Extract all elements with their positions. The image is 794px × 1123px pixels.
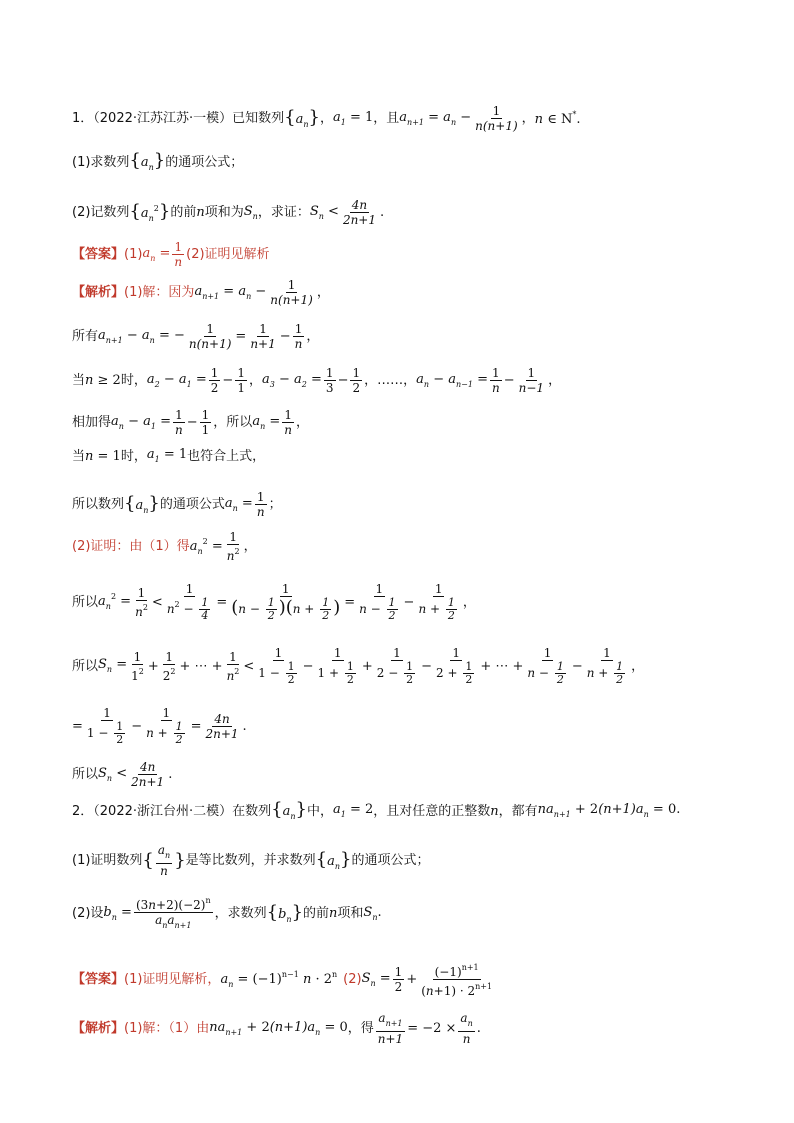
answer-tag-2: 【答案】: [72, 972, 125, 987]
analysis-line-11: 所以 $S_n$ < $\frac{4n}{2n+1}$ .: [72, 760, 173, 789]
analysis-line-8: 所以 $a_n^2$ = $\frac{1}{n^2}$ < 1 $n^2$ − $\frac{1}{4}$ = 1 (n − $\frac{1}{2}$ )(n + $\frac{1}{2}$ ) = 1 n − $\frac{1}{2}$ − 1 n + $\frac{1}{2}$ ，: [72, 582, 476, 622]
problem-1-statement: 1．（2022·江苏江苏·一模）已知数列 $\{a_n\}$ ， $a_1 = 1$ ，且 $a_{n+1} = a_n$ − $\frac{1}{n(n+1)}$ ， n ∈ N*.: [72, 104, 581, 133]
analysis-tag: 【解析】: [72, 285, 125, 300]
problem-1-answer: 【答案】 (1) $a_n$ = $\frac{1}{n}$ (2)证明见解析: [72, 240, 270, 269]
problem-2-answer: 【答案】 (1)证明见解析， $a_n = (-1)^{n-1}$ $n \cdot 2^n$ (2) $S_n$ = $\frac{1}{2}$ + $\frac{(-1)^{n+1}}{(n+1) \cdot 2^{n+1}}$: [72, 963, 493, 998]
problem-1-part2: (2)记数列 $\{a_n^2\}$ 的前 n 项和为 $S_n$ ，求证： $S_n$ < $\frac{4n}{2n+1}$ .: [72, 198, 385, 227]
frac-1-over-n-n1: $\frac{1}{n(n+1)}$: [475, 104, 518, 133]
problem-1-analysis-start: 【解析】 (1)解：因为 $a_{n+1} = a_n$ − $\frac{1}{n(n+1)}$ ，: [72, 278, 330, 307]
answer-tag: 【答案】: [72, 247, 125, 262]
math-a1-eq-1: $a_1 = 1$: [332, 109, 374, 127]
problem-2-part1: (1)证明数列 { $\frac{a_n}{n}$ } 是等比数列，并求数列 $\{a_n\}$ 的通项公式；: [72, 843, 430, 878]
analysis-line-4: 相加得 $a_n - a_1$ = $\frac{1}{n}$ − $\frac{1}{1}$ ，所以 $a_n$ = $\frac{1}{n}$ ，: [72, 408, 310, 437]
analysis-line-2: 所有 $a_{n+1} - a_n$ = − $\frac{1}{n(n+1)}$ = $\frac{1}{n+1}$ − $\frac{1}{n}$ ，: [72, 322, 320, 351]
analysis-line-10: = 1 1 − $\frac{1}{2}$ − 1 n + $\frac{1}{2}$ = $\frac{4n}{2n+1}$ .: [72, 706, 247, 746]
analysis-line-6: 所以数列 $\{a_n\}$ 的通项公式 $a_n$ = $\frac{1}{n}$ ；: [72, 490, 282, 519]
math-recurrence: $a_{n+1} = a_n$ −: [399, 109, 472, 127]
math-n-in-N: n ∈ N*.: [534, 110, 581, 127]
analysis-line-5: 当 n = 1 时， $a_1 = 1$ 也符合上式，: [72, 447, 266, 464]
analysis-tag-2: 【解析】: [72, 1021, 125, 1036]
math-set-an: $\{a_n\}$: [284, 106, 320, 129]
analysis-line-7: (2)证明：由（1）得 $a_n^2$ = $\frac{1}{n^2}$ ，: [72, 530, 257, 563]
problem-1-prefix: 1．（2022·江苏江苏·一模）已知数列: [72, 111, 285, 126]
analysis-line-3: 当 n ≥ 2 时， $a_2 - a_1$ = $\frac{1}{2}$ − $\frac{1}{1}$ ， $a_3 - a_2$ = $\frac{1}{3}$ − $\frac{1}{2}$ ， …… ， $a_n - a_{n-1}$ = $\frac{1}{n}$ − $\frac{1}{n-1}$ ，: [72, 366, 562, 395]
problem-2-part2: (2)设 $b_n$ = $\frac{(3n+2)(-2)^n}{a_na_{n+1}}$ ，求数列 $\{b_n\}$ 的前 n 项和 $S_n$.: [72, 896, 382, 930]
problem-2-statement: 2．（2022·浙江台州·二模）在数列 $\{a_n\}$ 中， $a_1 = 2$ ，且对任意的正整数 n ，都有 $na_{n+1} + 2(n+1)a_n = 0$.: [72, 799, 681, 821]
problem-2-prefix: 2．（2022·浙江台州·二模）在数列: [72, 803, 272, 819]
problem-1-part1: (1)求数列 $\{a_n\}$ 的通项公式；: [72, 150, 244, 172]
problem-2-analysis: 【解析】 (1)解：（1）由 $na_{n+1} + 2(n+1)a_n = 0$ ，得 $\frac{a_{n+1}}{n+1}$ = −2 × $\frac{a_n}{n}$ .: [72, 1011, 481, 1046]
analysis-line-9: 所以 $S_n$ = $\frac{1}{1^2}$ + $\frac{1}{2^2}$ + ⋯ + $\frac{1}{n^2}$ < 1 1 − $\frac{1}{2}$ − 1 1 + $\frac{1}{2}$ + 1 2 − $\frac{1}{2}$ − 1 2 + $\frac{1}{2}$ + ⋯ + 1 n − $\frac{1}{2}$ − 1 n + $\frac{1}{2}$ ，: [72, 646, 645, 686]
